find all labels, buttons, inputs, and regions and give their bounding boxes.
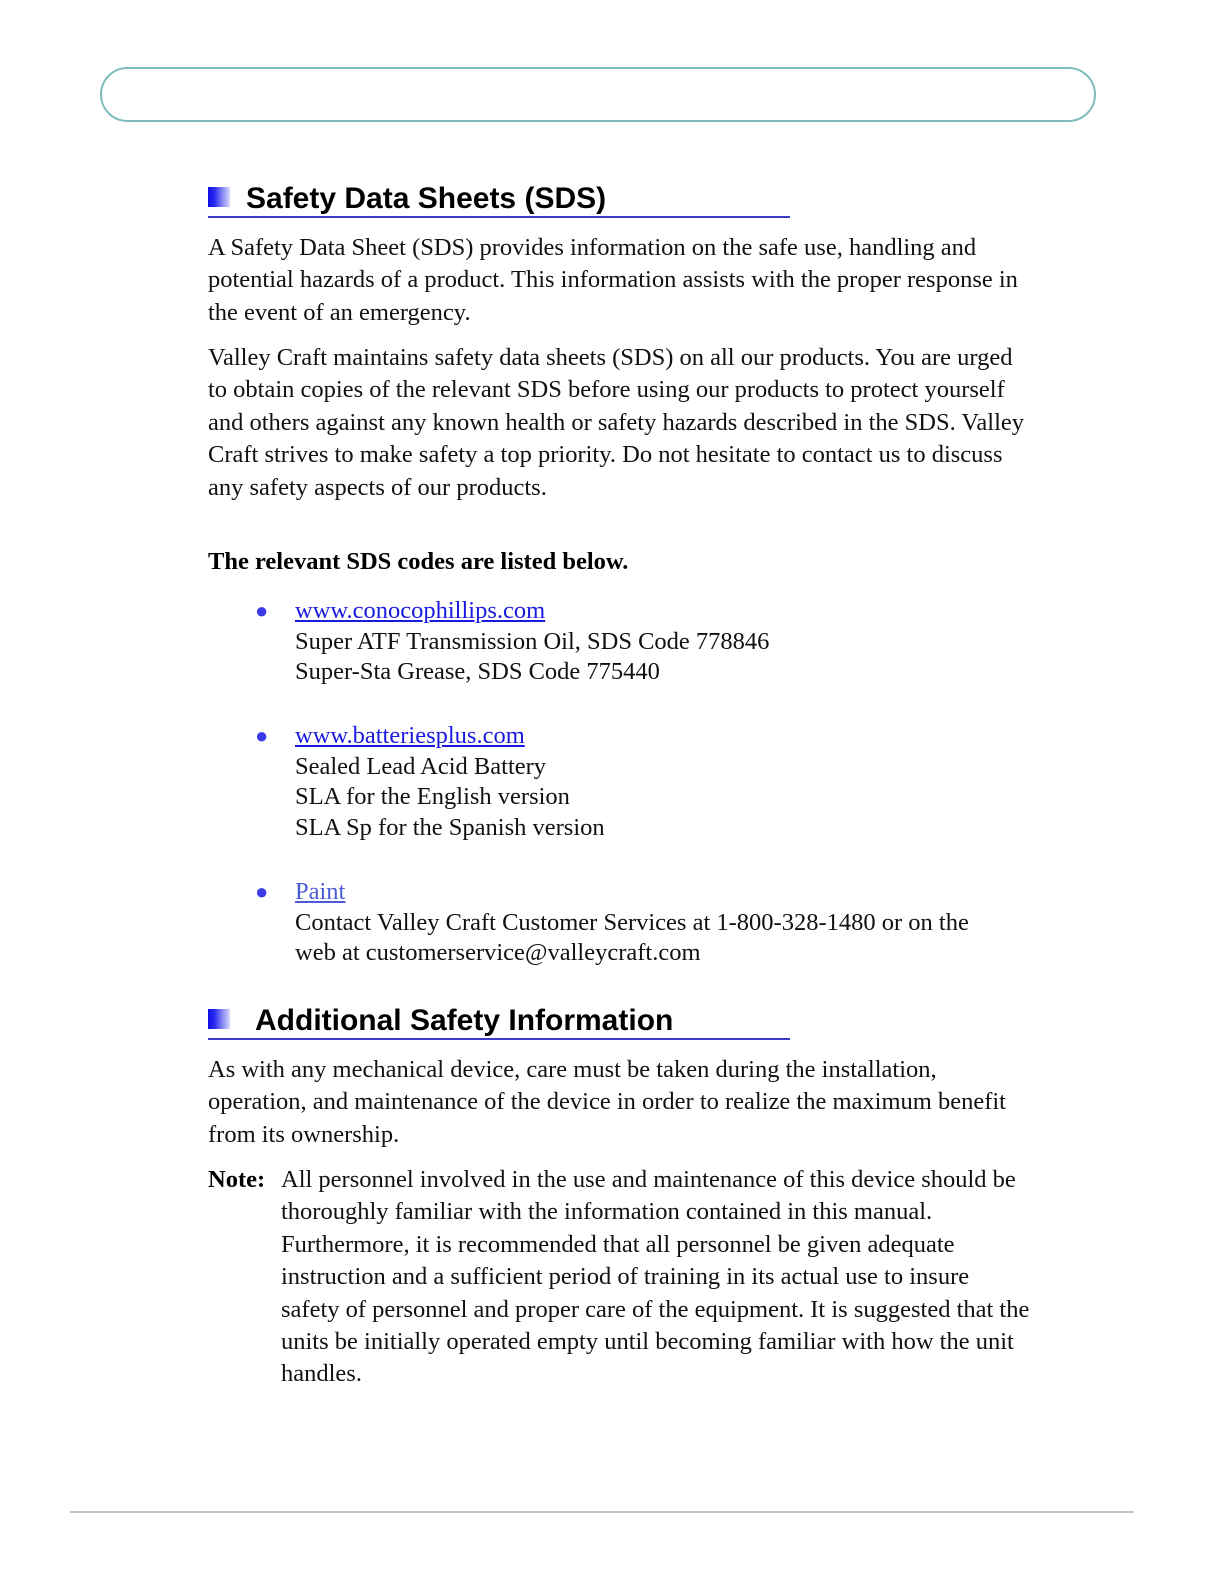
paragraph: Valley Craft maintains safety data sheets (SDS) on all our products. You are urged to obtain copies of the relevant SDS before using our products to protect yourself and others against any known health or safety hazards described in the SDS. Valley Craft strives to make safety a top priority. Do not hesitate to contact us to discuss any safety aspects of our products. bbox=[208, 344, 1025, 501]
conocophillips-link[interactable]: www.conocophillips.com bbox=[295, 597, 546, 624]
sds-line: Super-Sta Grease, SDS Code 775440 bbox=[295, 658, 660, 685]
note-label: Note: bbox=[208, 1166, 266, 1193]
square-bullet-icon bbox=[208, 1009, 230, 1029]
section-heading-additional-safety bbox=[208, 1000, 790, 1040]
sds-line: Contact Valley Craft Customer Services at 1-800-328-1480 or on the web at customerservice@valleycraft.com bbox=[295, 908, 969, 966]
sds-intro-paragraph bbox=[208, 232, 1038, 329]
square-bullet-icon bbox=[208, 187, 230, 207]
sds-line: SLA Sp for the Spanish version bbox=[295, 813, 605, 841]
note-text: All personnel involved in the use and maintenance of this device should be thoroughly familiar with the information contained in this manual. Furthermore, it is recommended that all personnel be given adequate instruction and a sufficient period of training in its actual use to insure safety of personnel and proper care of the equipment. It is suggested that the units be initially operated empty until becoming familiar with how the unit handles. bbox=[281, 1166, 1030, 1388]
section-heading-sds bbox=[208, 178, 790, 218]
heading-text: Safety Data Sheets (SDS) bbox=[246, 182, 607, 216]
sds-line: Super ATF Transmission Oil, SDS Code 778846 bbox=[295, 627, 770, 655]
footer-divider bbox=[70, 1511, 1134, 1513]
paint-link[interactable]: Paint bbox=[295, 878, 346, 905]
heading-text: Additional Safety Information bbox=[255, 1004, 674, 1038]
additional-safety-paragraph bbox=[208, 1054, 1038, 1151]
bullet-icon: ● bbox=[255, 879, 269, 904]
sds-policy-paragraph bbox=[208, 342, 1038, 504]
batteriesplus-link[interactable]: www.batteriesplus.com bbox=[295, 722, 525, 749]
page-header-box bbox=[100, 67, 1096, 122]
sds-line: Sealed Lead Acid Battery bbox=[295, 752, 547, 780]
sds-list-intro: The relevant SDS codes are listed below. bbox=[208, 548, 629, 575]
paragraph: A Safety Data Sheet (SDS) provides information on the safe use, handling and potential hazards of a product. This information assists with the proper response in the event of an emergency. bbox=[208, 234, 1018, 326]
bullet-icon: ● bbox=[255, 598, 269, 623]
bullet-icon: ● bbox=[255, 723, 269, 748]
paragraph: As with any mechanical device, care must be taken during the installation, operation, and maintenance of the device in order to realize the maximum benefit from its ownership. bbox=[208, 1056, 1006, 1148]
sds-line: SLA for the English version bbox=[295, 783, 570, 810]
